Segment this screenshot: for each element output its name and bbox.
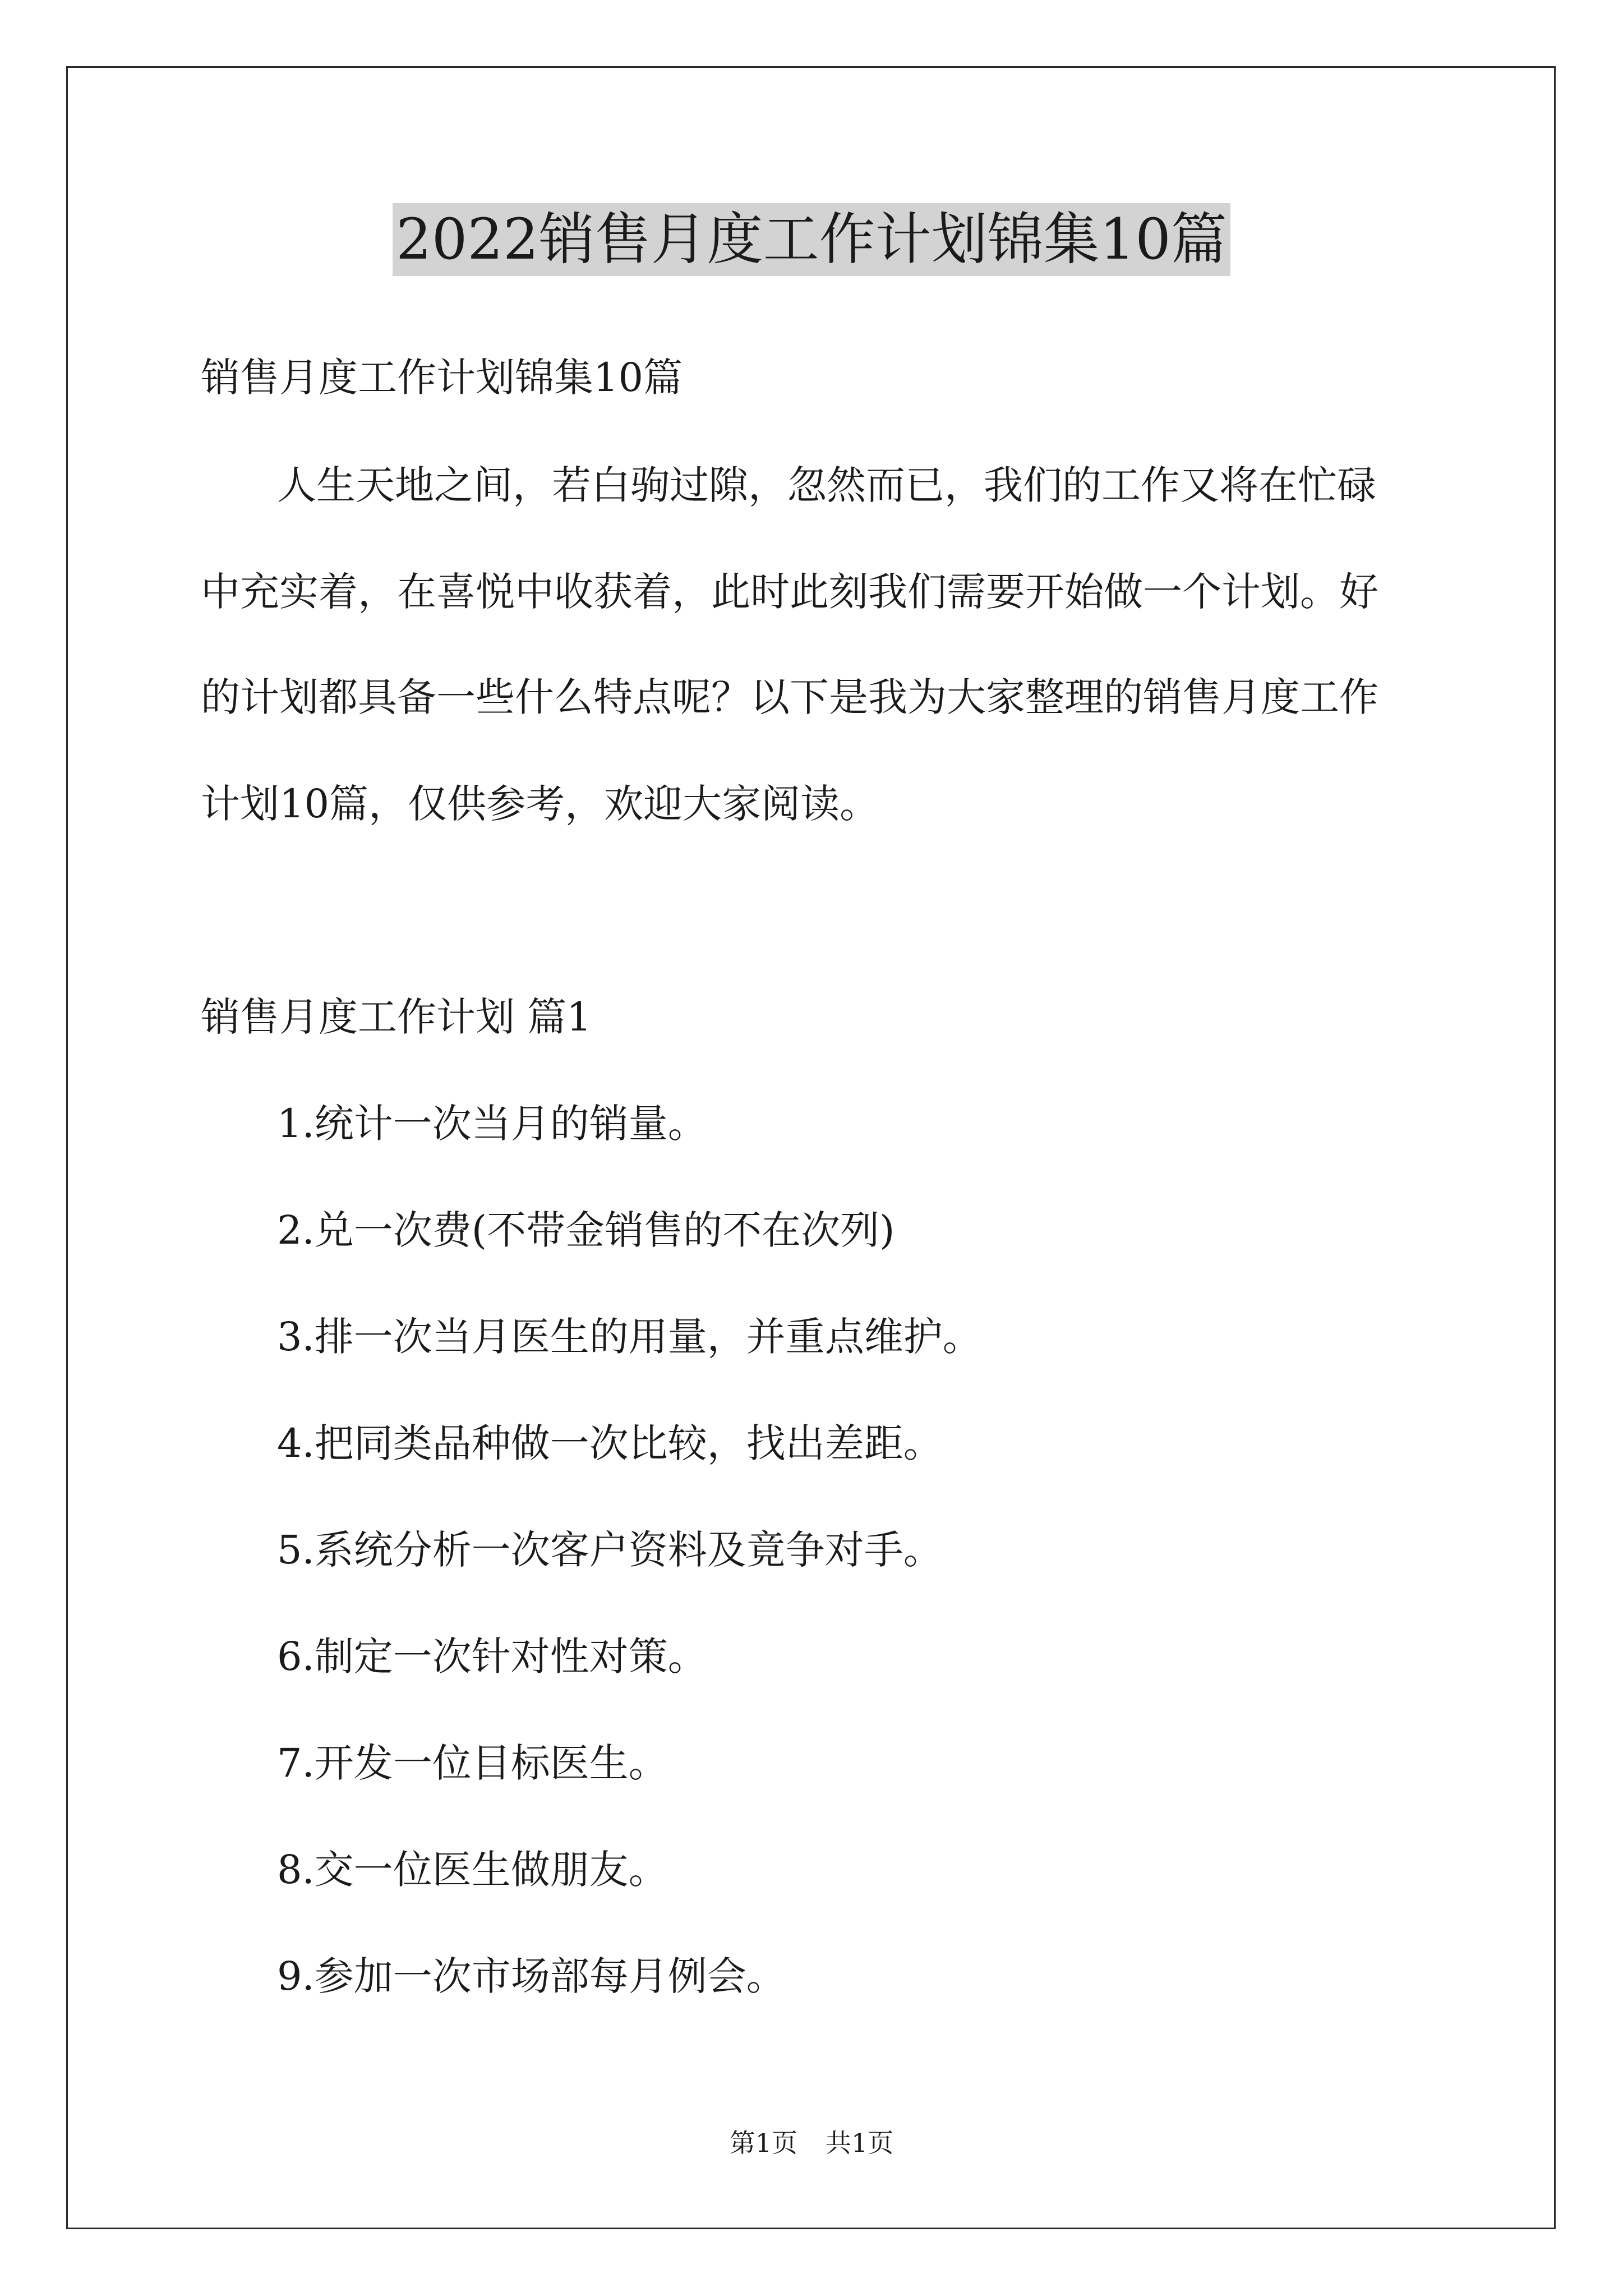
intro-line-3: 的计划都具备一些什么特点呢？以下是我为大家整理的销售月度工作 — [201, 674, 1378, 720]
list-item: 7.开发一位目标医生。 — [277, 1740, 668, 1786]
list-item: 2.兑一次费(不带金销售的不在次列) — [277, 1207, 895, 1253]
document-title-text: 2022销售月度工作计划锦集10篇 — [393, 203, 1230, 276]
list-item: 4.把同类品种做一次比较，找出差距。 — [277, 1420, 943, 1466]
document-title — [0, 203, 1623, 276]
section-heading: 销售月度工作计划 篇1 — [201, 994, 592, 1040]
document-subtitle: 销售月度工作计划锦集10篇 — [201, 355, 683, 401]
intro-line-4: 计划10篇，仅供参考，欢迎大家阅读。 — [201, 781, 879, 827]
list-item: 1.统计一次当月的销量。 — [277, 1101, 707, 1147]
intro-line-1: 人生天地之间，若白驹过隙，忽然而已，我们的工作又将在忙碌 — [277, 462, 1376, 508]
page-footer — [0, 2126, 1623, 2160]
list-item: 6.制定一次针对性对策。 — [277, 1634, 707, 1680]
list-item: 8.交一位医生做朋友。 — [277, 1847, 668, 1893]
list-item: 9.参加一次市场部每月例会。 — [277, 1953, 786, 1999]
intro-line-2: 中充实着，在喜悦中收获着，此时此刻我们需要开始做一个计划。好 — [201, 569, 1378, 615]
list-item: 5.系统分析一次客户资料及竟争对手。 — [277, 1527, 943, 1573]
page-number-current: 第1页 — [729, 2128, 797, 2158]
list-item: 3.排一次当月医生的用量，并重点维护。 — [277, 1314, 982, 1360]
page-number-total: 共1页 — [826, 2128, 894, 2158]
